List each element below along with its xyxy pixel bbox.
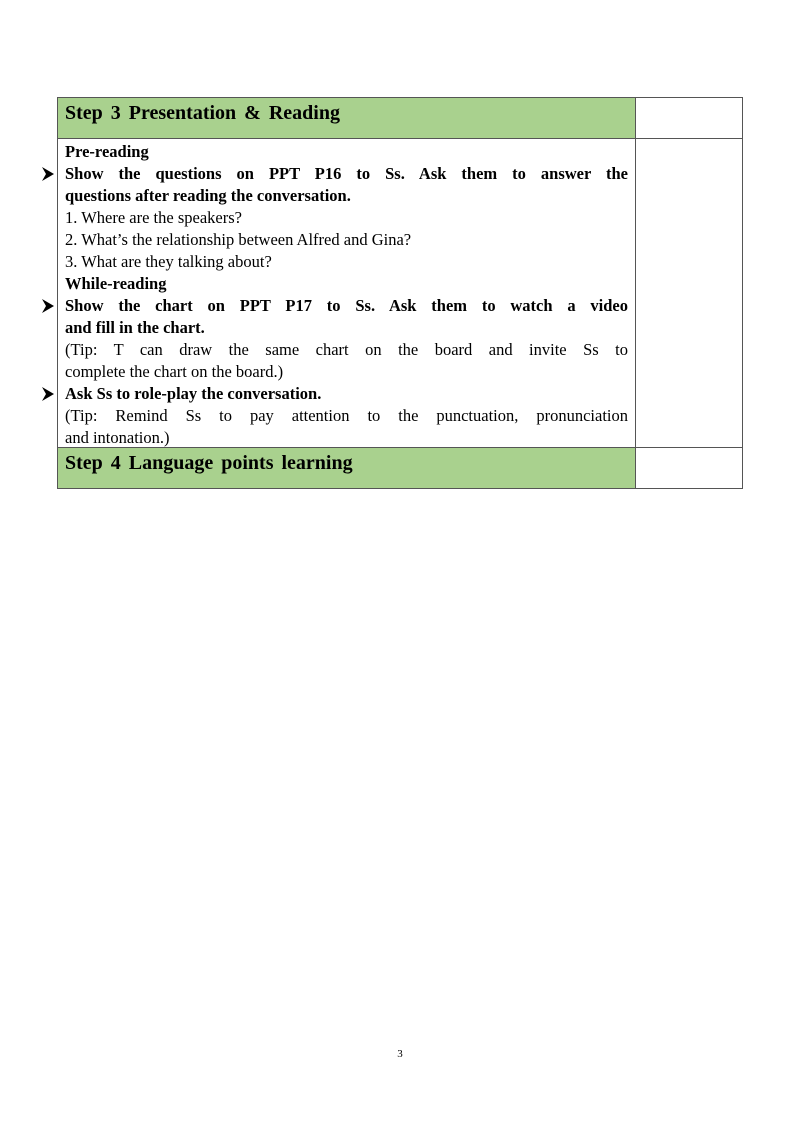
lesson-plan-table <box>57 97 743 489</box>
pre-reading-instruction-line2: questions after reading the conversation. <box>65 186 351 205</box>
step3-content <box>58 139 635 447</box>
pre-reading-instruction-line1: Show the questions on PPT P16 to Ss. Ask them to answer the <box>65 164 628 183</box>
question-2: 2. What’s the relationship between Alfred and Gina? <box>65 230 412 249</box>
step3-notes-cell <box>636 98 743 139</box>
step3-content-notes-cell <box>636 139 743 448</box>
question-3: 3. What are they talking about? <box>65 252 272 271</box>
step3-header-row <box>58 98 743 139</box>
pre-reading-heading: Pre-reading <box>65 142 149 161</box>
step4-header-row <box>58 448 743 489</box>
step3-content-row <box>58 139 743 448</box>
tip2-line1: (Tip: Remind Ss to pay attention to the punctuation, pronunciation <box>65 406 628 425</box>
pre-reading-instruction <box>65 163 628 207</box>
page-number: 3 <box>397 1048 403 1060</box>
arrowhead-bullet-icon <box>41 386 57 402</box>
step4-header-cell <box>58 448 636 489</box>
step3-content-cell <box>58 139 636 448</box>
step3-header-cell <box>58 98 636 139</box>
tip1-line2: complete the chart on the board.) <box>65 362 284 381</box>
step3-title: Step 3 Presentation & Reading <box>65 102 340 124</box>
arrowhead-bullet-icon <box>41 298 57 314</box>
arrowhead-bullet-icon <box>41 166 57 182</box>
while-reading-heading: While-reading <box>65 274 167 293</box>
tip2-line2: and intonation.) <box>65 428 170 447</box>
roleplay-instruction <box>65 383 628 405</box>
step4-notes-cell <box>636 448 743 489</box>
while-reading-instruction-line1: Show the chart on PPT P17 to Ss. Ask them to watch a video <box>65 296 628 315</box>
step4-title: Step 4 Language points learning <box>65 452 353 474</box>
roleplay-text: Ask Ss to role-play the conversation. <box>65 384 322 403</box>
while-reading-instruction-line2: and fill in the chart. <box>65 318 205 337</box>
tip1-line1: (Tip: T can draw the same chart on the board and invite Ss to <box>65 340 628 359</box>
while-reading-instruction <box>65 295 628 339</box>
question-1: 1. Where are the speakers? <box>65 208 242 227</box>
